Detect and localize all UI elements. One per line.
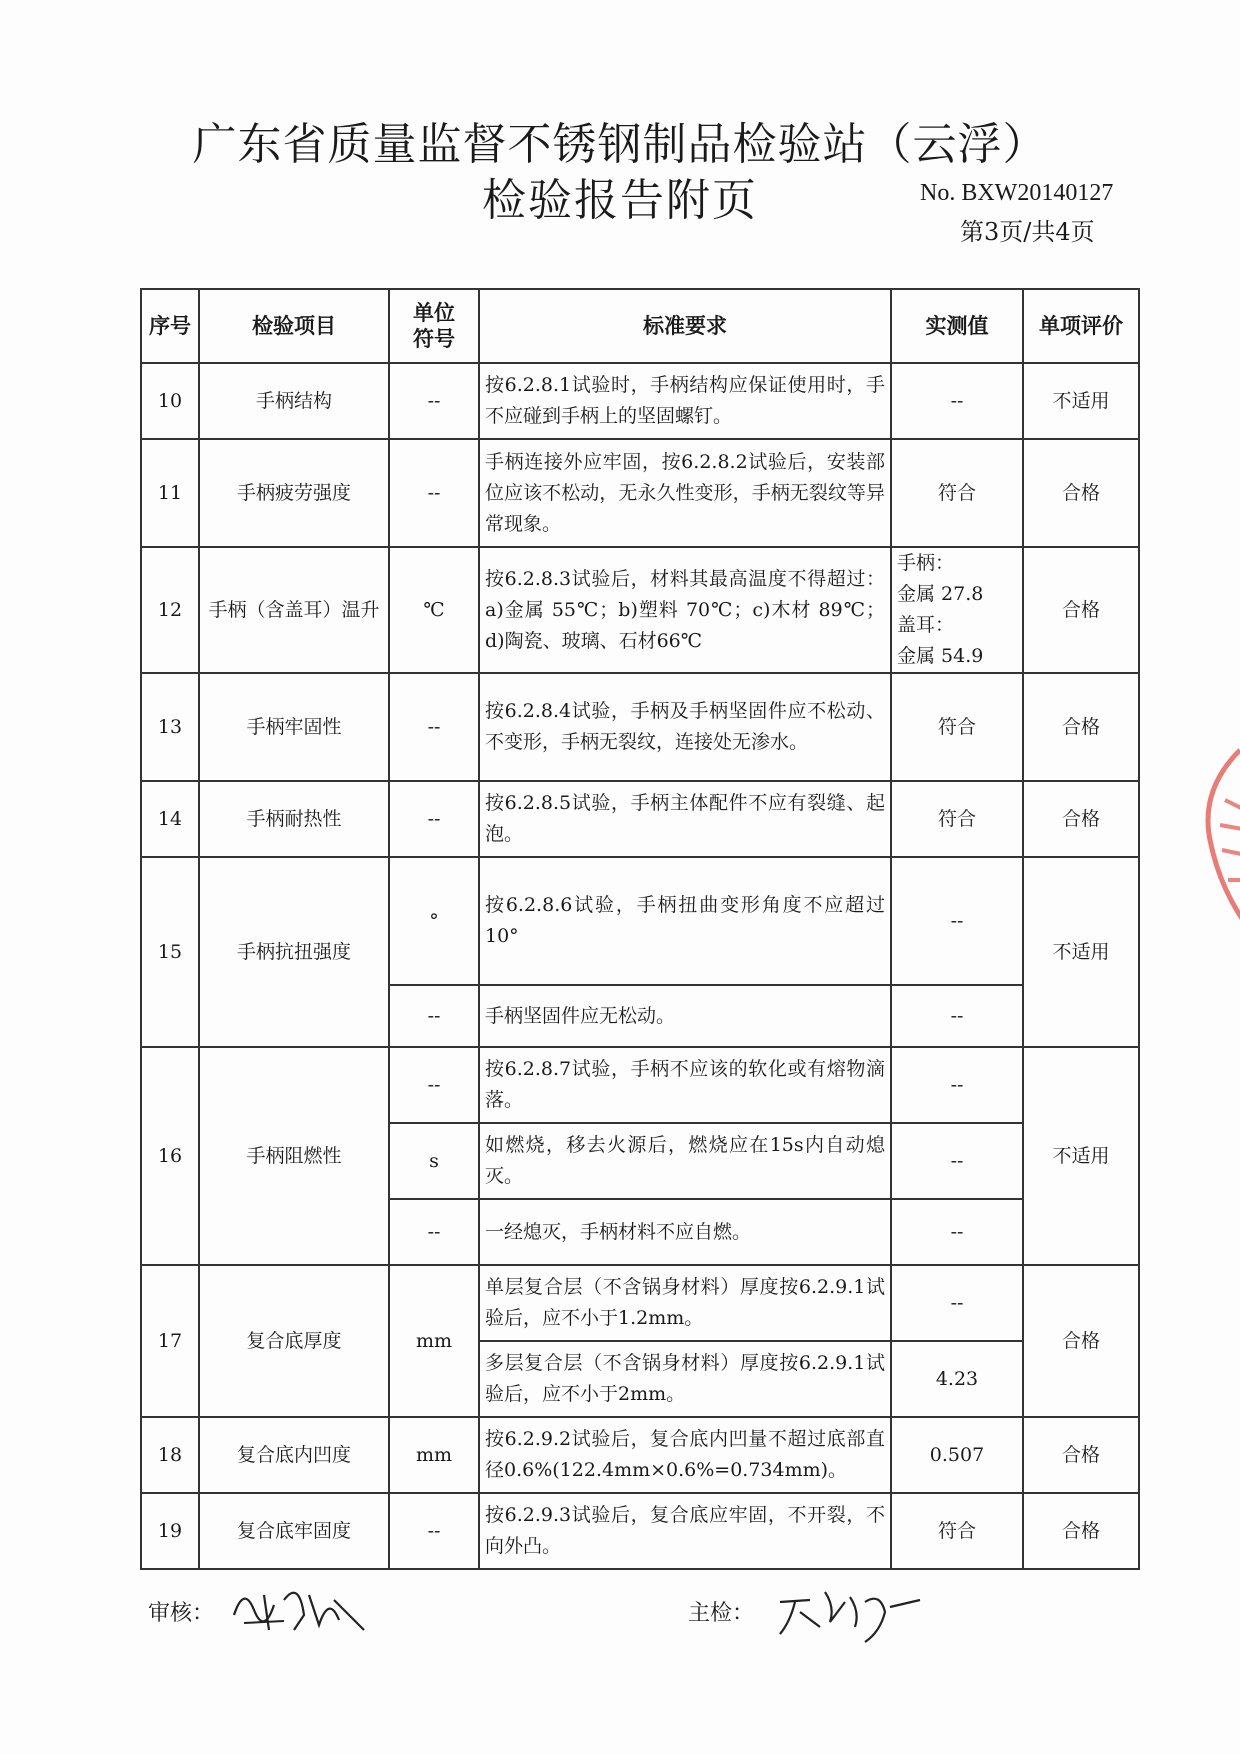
- standard-requirement: 按6.2.9.3试验后，复合底应牢固，不开裂，不向外凸。: [479, 1493, 891, 1569]
- inspection-item: 复合底厚度: [199, 1265, 389, 1417]
- unit-symbol: --: [389, 439, 479, 547]
- measured-value: --: [891, 985, 1023, 1047]
- inspection-item: 手柄阻燃性: [199, 1047, 389, 1265]
- measured-line: 金属 54.9: [897, 645, 984, 667]
- unit-symbol: --: [389, 1047, 479, 1123]
- official-seal: [1180, 730, 1240, 950]
- table-row: [141, 857, 1139, 985]
- evaluation-result: 合格: [1023, 781, 1139, 857]
- row-number: 14: [141, 781, 199, 857]
- inspection-item: 复合底牢固度: [199, 1493, 389, 1569]
- inspector-signature: [770, 1572, 930, 1652]
- table-row: [141, 781, 1139, 857]
- measured-value: --: [891, 1123, 1023, 1199]
- evaluation-result: 合格: [1023, 673, 1139, 781]
- unit-symbol: s: [389, 1123, 479, 1199]
- table-row: [141, 1493, 1139, 1569]
- inspection-item: 手柄抗扭强度: [199, 857, 389, 1047]
- table-row: [141, 363, 1139, 439]
- evaluation-result: 合格: [1023, 1417, 1139, 1493]
- table-row: [141, 547, 1139, 673]
- standard-requirement: 按6.2.8.4试验，手柄及手柄坚固件应不松动、不变形，手柄无裂纹，连接处无渗水。: [479, 673, 891, 781]
- standard-requirement: 按6.2.8.6试验，手柄扭曲变形角度不应超过10°: [479, 857, 891, 985]
- measured-line: 盖耳：: [897, 614, 955, 636]
- evaluation-result: 合格: [1023, 1493, 1139, 1569]
- column-header-requirement: 标准要求: [479, 289, 891, 363]
- standard-requirement: 按6.2.8.1试验时，手柄结构应保证使用时，手不应碰到手柄上的坚固螺钉。: [479, 363, 891, 439]
- table-row: [141, 1265, 1139, 1341]
- page-indicator: 第3页/共4页: [960, 218, 1095, 246]
- measured-value: [891, 547, 1023, 673]
- standard-requirement: 按6.2.8.3试验后，材料其最高温度不得超过：a)金属 55℃；b)塑料 70℃；c)木材 89℃；d)陶瓷、玻璃、石材66℃: [479, 547, 891, 673]
- row-number: 13: [141, 673, 199, 781]
- measured-value: --: [891, 1199, 1023, 1265]
- unit-symbol: --: [389, 985, 479, 1047]
- report-subtitle: 检验报告附页: [482, 175, 758, 226]
- inspection-item: 手柄（含盖耳）温升: [199, 547, 389, 673]
- standard-requirement: 手柄连接外应牢固，按6.2.8.2试验后，安装部位应该不松动，无永久性变形，手柄无裂纹等异常现象。: [479, 439, 891, 547]
- evaluation-result: 不适用: [1023, 1047, 1139, 1265]
- unit-symbol: ℃: [389, 547, 479, 673]
- row-number: 16: [141, 1047, 199, 1265]
- standard-requirement: 多层复合层（不含锅身材料）厚度按6.2.9.1试验后，应不小于2mm。: [479, 1341, 891, 1417]
- reviewer-label: 审核：: [148, 1601, 215, 1626]
- unit-symbol: --: [389, 363, 479, 439]
- unit-symbol: mm: [389, 1265, 479, 1417]
- measured-line: 手柄：: [897, 552, 955, 574]
- column-header-no: 序号: [141, 289, 199, 363]
- standard-requirement: 一经熄灭，手柄材料不应自燃。: [479, 1199, 891, 1265]
- measured-value: --: [891, 1265, 1023, 1341]
- report-number: No. BXW20140127: [920, 180, 1114, 206]
- table-row: [141, 1417, 1139, 1493]
- unit-symbol: --: [389, 1199, 479, 1265]
- standard-requirement: 按6.2.9.2试验后，复合底内凹量不超过底部直径0.6%(122.4mm×0.6%=0.734mm)。: [479, 1417, 891, 1493]
- measured-value: 符合: [891, 673, 1023, 781]
- unit-symbol: --: [389, 1493, 479, 1569]
- reviewer-signature: [224, 1575, 374, 1645]
- standard-requirement: 手柄坚固件应无松动。: [479, 985, 891, 1047]
- column-header-measured: 实测值: [891, 289, 1023, 363]
- column-header-result: 单项评价: [1023, 289, 1139, 363]
- row-number: 11: [141, 439, 199, 547]
- measured-value: --: [891, 1047, 1023, 1123]
- table-row: [141, 439, 1139, 547]
- measured-value: --: [891, 363, 1023, 439]
- standard-requirement: 按6.2.8.5试验，手柄主体配件不应有裂缝、起泡。: [479, 781, 891, 857]
- evaluation-result: 不适用: [1023, 857, 1139, 1047]
- measured-value: 0.507: [891, 1417, 1023, 1493]
- unit-symbol: °: [389, 857, 479, 985]
- row-number: 18: [141, 1417, 199, 1493]
- column-header-item: 检验项目: [199, 289, 389, 363]
- table-header-row: [141, 289, 1139, 363]
- evaluation-result: 合格: [1023, 547, 1139, 673]
- inspector-label: 主检：: [688, 1601, 755, 1626]
- column-header-unit: 单位符号: [389, 289, 479, 363]
- inspection-item: 复合底内凹度: [199, 1417, 389, 1493]
- measured-value: 4.23: [891, 1341, 1023, 1417]
- measured-value: 符合: [891, 781, 1023, 857]
- unit-symbol: --: [389, 673, 479, 781]
- row-number: 17: [141, 1265, 199, 1417]
- evaluation-result: 不适用: [1023, 363, 1139, 439]
- measured-value: 符合: [891, 439, 1023, 547]
- inspection-table: [140, 288, 1140, 1570]
- measured-value: --: [891, 857, 1023, 985]
- row-number: 10: [141, 363, 199, 439]
- standard-requirement: 如燃烧，移去火源后，燃烧应在15s内自动熄灭。: [479, 1123, 891, 1199]
- measured-value: 符合: [891, 1493, 1023, 1569]
- table-row: [141, 673, 1139, 781]
- report-title: 广东省质量监督不锈钢制品检验站（云浮）: [192, 119, 1048, 170]
- standard-requirement: 按6.2.8.7试验，手柄不应该的软化或有熔物滴落。: [479, 1047, 891, 1123]
- measured-line: 金属 27.8: [897, 583, 984, 605]
- standard-requirement: 单层复合层（不含锅身材料）厚度按6.2.9.1试验后，应不小于1.2mm。: [479, 1265, 891, 1341]
- evaluation-result: 合格: [1023, 1265, 1139, 1417]
- unit-symbol: --: [389, 781, 479, 857]
- table-row: [141, 1047, 1139, 1123]
- row-number: 15: [141, 857, 199, 1047]
- row-number: 19: [141, 1493, 199, 1569]
- inspection-item: 手柄耐热性: [199, 781, 389, 857]
- evaluation-result: 合格: [1023, 439, 1139, 547]
- row-number: 12: [141, 547, 199, 673]
- inspection-item: 手柄结构: [199, 363, 389, 439]
- inspection-item: 手柄牢固性: [199, 673, 389, 781]
- unit-symbol: mm: [389, 1417, 479, 1493]
- inspection-item: 手柄疲劳强度: [199, 439, 389, 547]
